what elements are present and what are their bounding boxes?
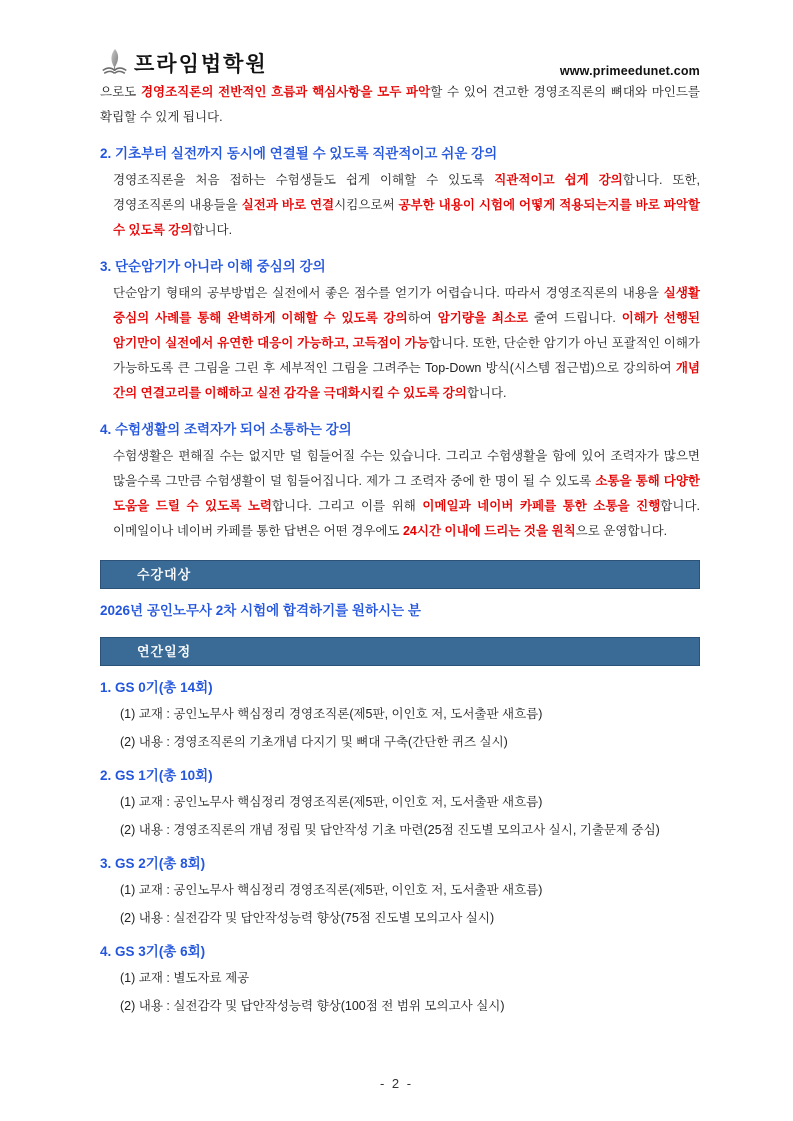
schedule-item-title: 2. GS 1기(총 10회) — [100, 768, 213, 783]
banner-target-audience — [100, 560, 700, 589]
schedule-item-gs2 — [100, 854, 700, 930]
website-link[interactable]: www.primeedunet.com — [559, 64, 700, 78]
section-body-2 — [113, 168, 700, 243]
schedule-item-textbook: (1) 교재 : 공인노무사 핵심정리 경영조직론(제5판, 이인호 저, 도서출판 새흐름) — [120, 795, 543, 809]
text-run: 으로도 — [100, 85, 141, 99]
emphasis-text-run: 공부한 내용이 시험에 어떻게 적용되는지를 바로 파악할 수 있도록 강의 — [113, 198, 700, 237]
text-run: 줄여 드립니다. — [528, 311, 622, 325]
text-run: 경영조직론을 처음 접하는 수험생들도 쉽게 이해할 수 있도록 — [113, 173, 495, 187]
emphasis-text-run: 24시간 이내에 드리는 것을 원칙 — [402, 524, 576, 538]
brand-logo — [100, 48, 268, 78]
banner-annual-schedule-label: 연간일정 — [137, 644, 192, 659]
schedule-item-textbook: (1) 교재 : 별도자료 제공 — [120, 971, 250, 985]
text-run: 하여 — [407, 311, 438, 325]
emphasis-text-run: 소통을 통해 다양한 도움을 드릴 수 있도록 노력 — [113, 474, 700, 513]
section-heading-4: 4. 수험생활의 조력자가 되어 소통하는 강의 — [100, 422, 352, 437]
text-run: 으로 운영합니다. — [575, 524, 668, 538]
schedule-item-content: (2) 내용 : 실전감각 및 답안작성능력 향상(75점 진도별 모의고사 실시) — [120, 911, 495, 925]
text-run: 합니다. 그리고 이를 위해 — [271, 499, 423, 513]
text-run: 단순암기 형태의 공부방법은 실전에서 좋은 점수를 얻기가 어렵습니다. 따라서 경영조직론의 내용을 — [113, 286, 664, 300]
logo-text: 프라임법학원 — [134, 52, 268, 76]
schedule-item-textbook: (1) 교재 : 공인노무사 핵심정리 경영조직론(제5판, 이인호 저, 도서출판 새흐름) — [120, 707, 543, 721]
schedule-item-title: 1. GS 0기(총 14회) — [100, 680, 213, 695]
schedule-item-gs1 — [100, 766, 700, 842]
banner-target-audience-label: 수강대상 — [137, 567, 192, 582]
header — [100, 44, 700, 78]
schedule-item-gs3 — [100, 942, 700, 1018]
text-run: 합니다. — [466, 386, 507, 400]
emphasis-text-run: 실생활 중심의 사례를 통해 완벽하게 이해할 수 있도록 강의 — [113, 286, 700, 325]
section-body-3 — [113, 281, 700, 406]
intro-paragraph — [100, 80, 700, 130]
emphasis-text-run: 개념 간의 연결고리를 이해하고 실전 감각을 극대화시킬 수 있도록 강의 — [113, 361, 700, 400]
schedule-item-content: (2) 내용 : 실전감각 및 답안작성능력 향상(100점 전 범위 모의고사 실시) — [120, 999, 505, 1013]
emphasis-text-run: 실전과 바로 연결 — [241, 198, 335, 212]
emphasis-text-run: 경영조직론의 전반적인 흐름과 핵심사항을 모두 파악 — [140, 85, 431, 99]
page-number: - 2 - — [379, 1076, 414, 1091]
target-audience-text: 2026년 공인노무사 2차 시험에 합격하기를 원하시는 분 — [100, 603, 421, 618]
emphasis-text-run: 이해가 선행된 암기만이 실전에서 유연한 대응이 가능하고, 고득점이 가능 — [113, 311, 701, 350]
text-run: 합니다. 또한, 경영조직론의 내용들을 — [113, 173, 700, 212]
text-run: 할 수 있어 견고한 경영조직론의 뼈대와 마인드를 확립할 수 있게 됩니다. — [100, 85, 701, 124]
text-run: 합니다. — [192, 223, 233, 237]
schedule-item-content: (2) 내용 : 경영조직론의 개념 정립 및 답안작성 기초 마련(25점 진도별 모의고사 실시, 기출문제 중심) — [120, 823, 660, 837]
text-run: 수험생활은 편해질 수는 없지만 덜 힘들어질 수는 있습니다. 그리고 수험생활을 함에 있어 조력자가 많으면 많을수록 그만큼 수험생활이 덜 힘들어집니다. 제가 그 조력자 중에 한 명이 될 수 있도록 — [113, 449, 700, 488]
section-heading-2: 2. 기초부터 실전까지 동시에 연결될 수 있도록 직관적이고 쉬운 강의 — [100, 146, 498, 161]
schedule-item-content: (2) 내용 : 경영조직론의 기초개념 다지기 및 뼈대 구축(간단한 퀴즈 실시) — [120, 735, 508, 749]
emphasis-text-run: 이메일과 네이버 카페를 통한 소통을 진행 — [422, 499, 661, 513]
section-heading-3: 3. 단순암기가 아니라 이해 중심의 강의 — [100, 259, 326, 274]
banner-annual-schedule — [100, 637, 700, 666]
schedule-item-textbook: (1) 교재 : 공인노무사 핵심정리 경영조직론(제5판, 이인호 저, 도서출판 새흐름) — [120, 883, 543, 897]
emphasis-text-run: 암기량을 최소로 — [437, 311, 529, 325]
text-run: 합니다. 또한, 단순한 암기가 아닌 포괄적인 이해가 가능하도록 큰 그림을 그린 후 세부적인 그림을 그려주는 Top-Down 방식(시스템 접근법)으로 강의하여 — [113, 336, 700, 375]
schedule-item-title: 3. GS 2기(총 8회) — [100, 856, 206, 871]
schedule-item-gs0 — [100, 678, 700, 754]
section-body-4 — [113, 444, 700, 544]
schedule-item-title: 4. GS 3기(총 6회) — [100, 944, 206, 959]
text-run: 합니다. 이메일이나 네이버 카페를 통한 답변은 어떤 경우에도 — [113, 499, 700, 538]
emphasis-text-run: 직관적이고 쉽게 강의 — [494, 173, 623, 187]
quill-book-icon — [100, 48, 130, 78]
text-run: 시킴으로써 — [334, 198, 399, 212]
